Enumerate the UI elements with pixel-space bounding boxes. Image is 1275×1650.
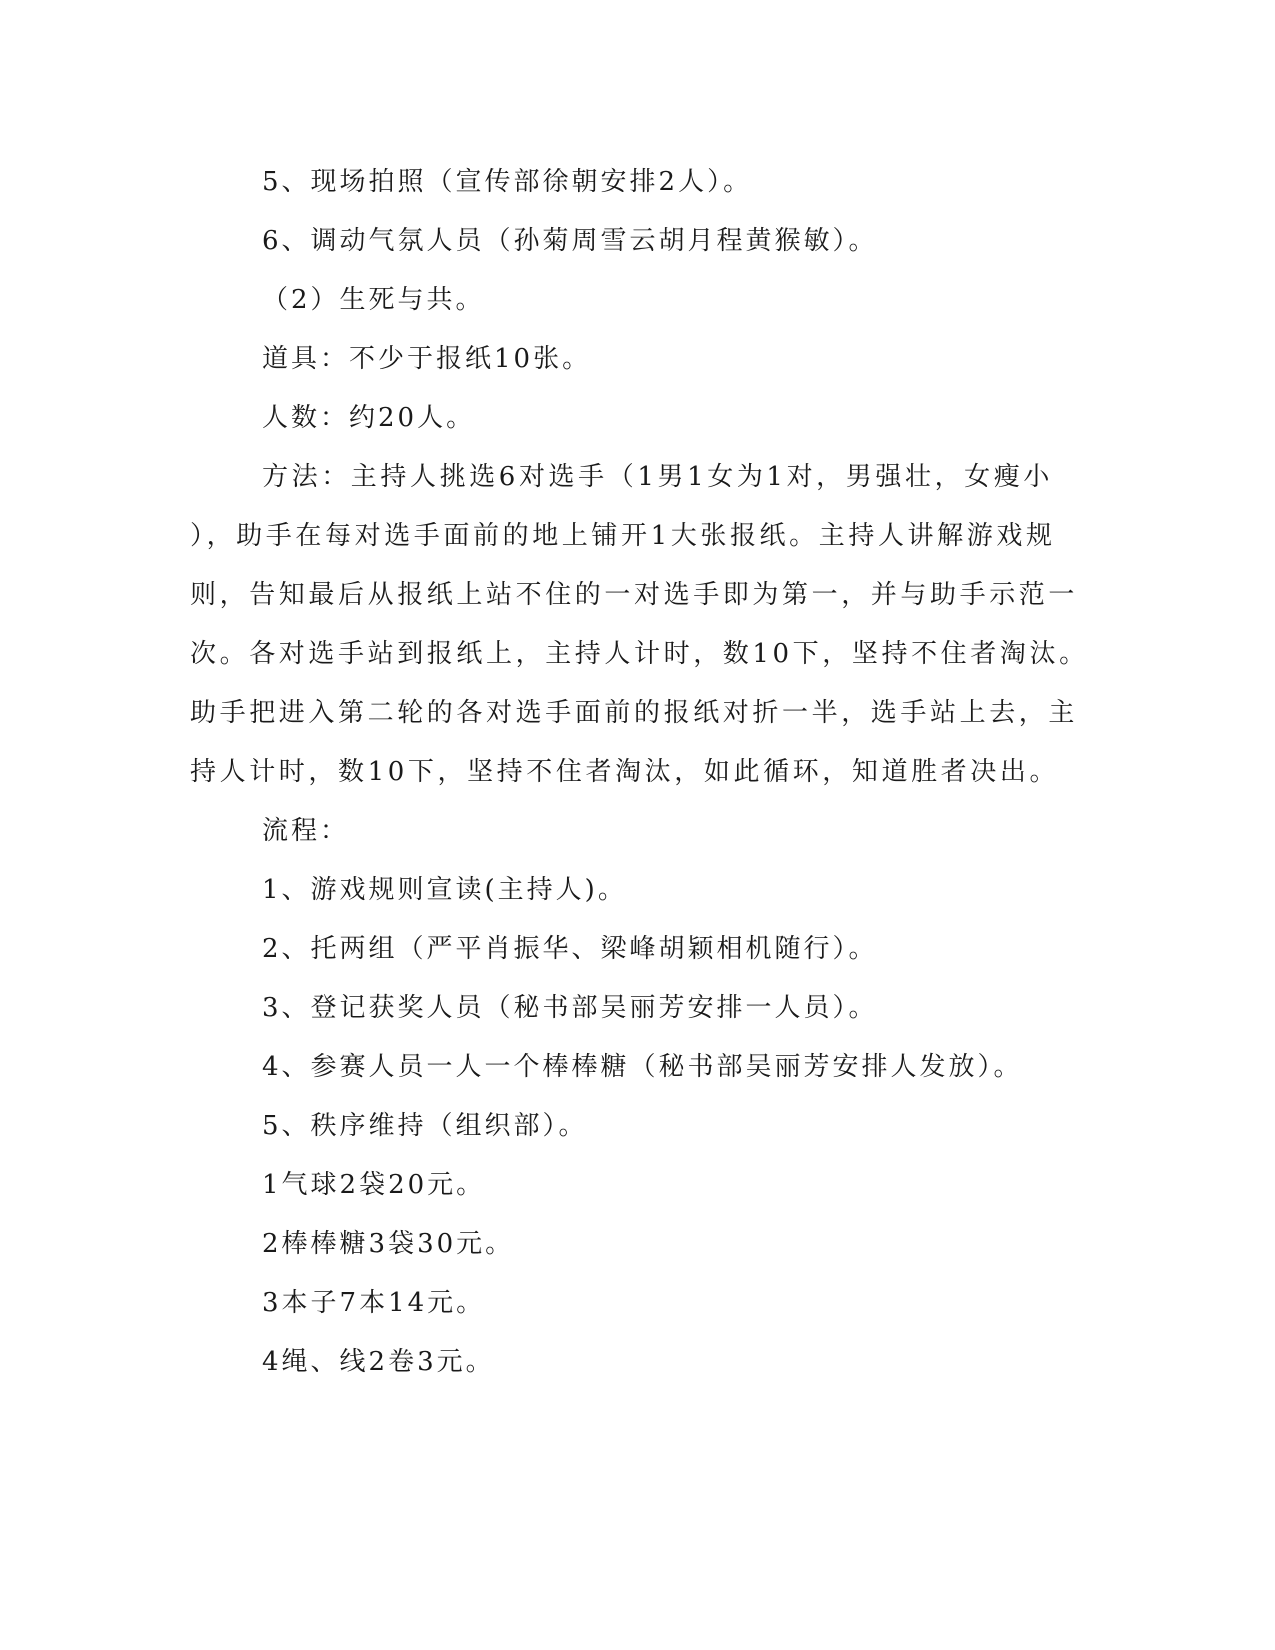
text-line-process-3: 3、登记获奖人员（秘书部吴丽芳安排一人员）。	[262, 993, 878, 1023]
paragraph-method-line-6: 持人计时，数10下，坚持不住者淘汰，如此循环，知道胜者决出。	[190, 757, 1060, 787]
text-line-budget-2: 2棒棒糖3袋30元。	[262, 1229, 515, 1259]
text-line-process-4: 4、参赛人员一人一个棒棒糖（秘书部吴丽芳安排人发放）。	[262, 1052, 1023, 1082]
text-line-atmosphere-staff: 6、调动气氛人员（孙菊周雪云胡月程黄猴敏）。	[262, 226, 878, 256]
text-line-budget-4: 4绳、线2卷3元。	[262, 1347, 495, 1377]
text-line-photography: 5、现场拍照（宣传部徐朝安排2人）。	[262, 167, 753, 197]
text-line-budget-1: 1气球2袋20元。	[262, 1170, 486, 1200]
paragraph-method-line-1: 方法：主持人挑选6对选手（1男1女为1对，男强壮，女瘦小	[262, 462, 1053, 492]
paragraph-method-line-5: 助手把进入第二轮的各对选手面前的报纸对折一半，选手站上去，主	[190, 698, 1079, 728]
paragraph-method-line-4: 次。各对选手站到报纸上，主持人计时，数10下，坚持不住者淘汰。	[190, 639, 1089, 669]
text-line-budget-3: 3本子7本14元。	[262, 1288, 486, 1318]
text-line-process-1: 1、游戏规则宣读(主持人)。	[262, 875, 627, 905]
text-line-process-2: 2、托两组（严平肖振华、梁峰胡颖相机随行）。	[262, 934, 878, 964]
text-line-participants: 人数：约20人。	[262, 403, 476, 433]
paragraph-method-line-2: ），助手在每对选手面前的地上铺开1大张报纸。主持人讲解游戏规	[190, 521, 1056, 551]
text-line-process-heading: 流程：	[262, 816, 350, 846]
paragraph-method-line-3: 则，告知最后从报纸上站不住的一对选手即为第一，并与助手示范一	[190, 580, 1079, 610]
text-line-process-5: 5、秩序维持（组织部）。	[262, 1111, 588, 1141]
text-line-props: 道具：不少于报纸10张。	[262, 344, 592, 374]
section-heading-game-2: （2）生死与共。	[262, 285, 485, 315]
